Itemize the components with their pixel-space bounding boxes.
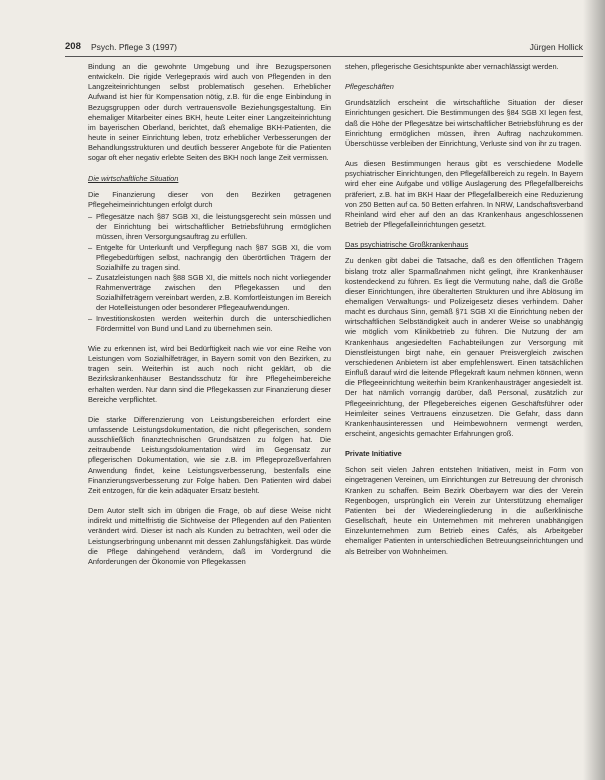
section-heading: Das psychiatrische Großkrankenhaus: [345, 240, 469, 250]
paragraph: Die starke Differenzierung von Leistungsbereichen erfordert eine umfassende Leistungsdokumentation, die nicht pflegerischen, sondern ausschließlich finanztechnischen Grundsätzen zu folgen hat. Die zeitraubende Leistungsdokumentation wird im Gegensatz zur pflegerischen Dokumentation, wie sie z.B. im Pflegeprozeßverfahren Anwendung findet, keine Leistungsverbesserung, bestenfalls eine Finanzierungsverbesserung zur Folge haben. Den Patienten wird dabei Zeit entzogen, für die kein adäquater Ersatz besteht.: [88, 414, 331, 495]
left-column: [88, 62, 331, 577]
section-heading: Die wirtschaftliche Situation: [88, 173, 179, 183]
paragraph: Die Finanzierung dieser von den Bezirken getragenen Pflegeheimeinrichtungen erfolgt durch: [88, 189, 331, 209]
section-heading: Private Initiative: [345, 449, 402, 459]
section-heading: Pflegeschäften: [345, 82, 394, 92]
paragraph: stehen, pflegerische Gesichtspunkte aber vernachlässigt werden.: [345, 62, 559, 71]
author-name: Jürgen Hollick: [529, 42, 583, 52]
paragraph: Dem Autor stellt sich im übrigen die Frage, ob auf diese Weise nicht indirekt und mittelfristig die Sichtweise der Pflegenden auf den Patienten verändert wird. Dieser ist nach als Kunden zu betrachten, weil oder die Leistungserbringung unbenannt mit dessen Zahlungsfähigkeit. Das würde die Pflege dahingehend verändern, daß im Vordergrund die Anforderungen der Ökonomie von Pflegekassen: [88, 506, 331, 566]
running-header: [65, 40, 583, 57]
paragraph: Aus diesen Bestimmungen heraus gibt es verschiedene Modelle psychiatrischer Einrichtungen, den Pflegefällbereich zu regeln. In Bayern wird eher eine Aufgabe und völlige Auslagerung des Pflegefallbereichs präferiert, z.B. hat im BKH Haar der Pflegefallbereich eine Reduzierung von 250 Betten auf ca. 50 Betten erfahren. In NRW, Landschaftsverband Rheinland wird eher auf den an das Krankenhaus angeschlossenen Betrieb der Pflegefalleinrichtungen gesetzt.: [345, 159, 583, 230]
paragraph: Schon seit vielen Jahren entstehen Initiativen, meist in Form von eingetragenen Vereinen, um Einrichtungen zur Betreuung der chronisch Kranken zu schaffen. Beim Bezirk Oberbayern war dies der Verein Regenbogen, ursprünglich ein Verein zur Unterstützung ehemaliger Patienten bei der Wiedereingliederung in die außerklinische Gesellschaft, heute ein Unternehmen mit mehreren unabhängigen Einzelunternehmen zum Betrieb eines Cafés, als Arbeitgeber ehemaliger Patienten in unterschiedlichen Betreuungseinrichtungen und als Betreiber von Wohnheimen.: [345, 465, 583, 556]
paragraph: Grundsätzlich erscheint die wirtschaftliche Situation der dieser Einrichtungen gesichert. Die Bestimmungen des §84 SGB XI legen fest, daß die Höhe der Pflegesätze bei wirtschaftlicher Betriebsführung es der Einrichtung ermöglichen müssen, ihren Auftrag nachzukommen. Überschüsse verbleiben der Einrichtung, Verluste sind von ihr zu tragen.: [345, 98, 583, 148]
journal-citation: Psych. Pflege 3 (1997): [91, 42, 177, 52]
list-item: – Investitionskosten werden weiterhin durch die unterschiedlichen Fördermittel von Bund und Land zu übernehmen sein.: [88, 314, 331, 334]
list-item: – Entgelte für Unterkunft und Verpflegung nach §87 SGB XI, die vom Pflegebedürftigen selbst, nachrangig den überörtlichen Trägern der Sozialhilfe zu tragen sind.: [88, 243, 331, 273]
page-edge-shadow: [583, 0, 605, 780]
list-item: – Pflegesätze nach §87 SGB XI, die leistungsgerecht sein müssen und der Einrichtung bei wirtschaftlicher Betriebsführung ermöglichen müssen, ihren Versorgungsauftrag zu erfüllen.: [88, 212, 331, 242]
list-item: – Zusatzleistungen nach §88 SGB XI, die mittels noch nicht vorliegender Rahmenverträge zwischen den Pflegekassen und den Sozialhilfeträgern vereinbart werden, z.B. Komfortleistungen im Bereich der Hotelleistungen oder besonderer Pflegeaufwendungen.: [88, 273, 331, 314]
paragraph: Wie zu erkennen ist, wird bei Bedürftigkeit nach wie vor eine Reihe von Leistungen vom Sozialhilfeträger, in Bayern somit von den Bezirken, zu tragen sein. Weiterhin ist auch noch nicht geklärt, ob die Bezirkskrankenhäuser Bestandsschutz für ihre Pflegeheimbereiche erhalten werden. Nur dann sind die Pflegekassen zur Finanzierung dieser Bereiche verpflichtet.: [88, 343, 331, 404]
page-number: 208: [65, 41, 81, 52]
paragraph: Zu denken gibt dabei die Tatsache, daß es den öffentlichen Trägern bislang trotz aller Sparmaßnahmen nicht gelingt, ihre Krankenhäuser kostendeckend zu führen. Es liegt die Vermutung nahe, daß die Größe dieser Einrichtungen, ihre überalterten Strukturen und ihre Ablösung im ehemaligen Verwaltungs- und Polizeigesetz dieses verhindern. Daher macht es durchaus Sinn, gemäß §71 SGB XI die Einrichtung neben der wirtschaftlichen Selbständigkeit auch in anderer Weise so unabhängig wie möglich vom Klinikbetrieb zu führen. Die Nutzung der am Krankenhaus angesiedelten Fachabteilungen zur Versorgung mit Dienstleistungen birgt nahe, ein genauer Preisvergleich zwischen verschiedenen Anbietern ist aber empfehlenswert. Einen tatsächlichen Einfluß darauf wird die leitende Pflegekraft kaum nehmen können, wenn die Pflegeeinrichtung weiterhin beim Krankenhausträger angesiedelt ist. Der hat nämlich vorrangig darüber, daß Personal, zusätzlich zur Pflegeeinrichtung, der Pflegebereiches eigenen Geschäftsführer oder Heimleiter seines Vertrauens einzusetzen. Die Gefahr, dass dann Krankenhausinteressen und Heimbewohnern vermengt werden, erscheint, angesichts gemachter Erfahrungen groß.: [345, 256, 583, 438]
right-column: [345, 62, 583, 567]
financing-list: [88, 212, 331, 334]
paragraph: Bindung an die gewohnte Umgebung und ihre Bezugspersonen entwickeln. Die rigide Verlegepraxis wird auch von Pflegenden in den Langzeiteinrichtungen selbst problematisch gesehen. Erheblicher Aufwand ist hier für Kompensation nötig, z.B. für die enge Einbindung in Bezugsgruppen oder durch vertrauensvolle Beziehungsgestaltung. Ein ehemaliger Mitarbeiter eines BKH, heute Leiter einer Langzeiteinrichtung im bayerischen Oberland, berichtet, daß ehemalige BKH-Patienten, die heute in seiner Einrichtung leben, trotz erheblicher Verbesserungen der Behandlungsstrukturen und deutlich besserer Angebote für die Patienten sogar oft eher negativ erlebte Seiten des BKH noch lange Zeit vermissen.: [88, 62, 331, 163]
